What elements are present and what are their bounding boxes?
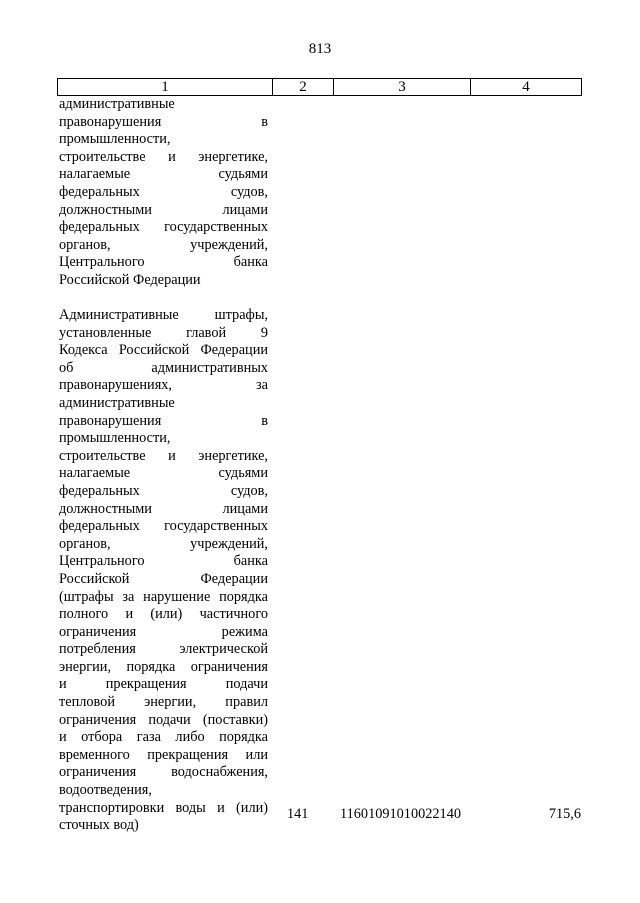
description-line: и прекращения подачи: [59, 676, 268, 693]
description-line: органов, учреждений,: [59, 236, 268, 253]
description-line: федеральных судов,: [59, 183, 268, 200]
description-line: органов, учреждений,: [59, 535, 268, 552]
description-line: об административных: [59, 359, 268, 376]
fine-description-block: [59, 307, 268, 835]
column-header-row: [58, 79, 582, 96]
description-line: Центрального банка: [59, 553, 268, 570]
description-line: Российской Федерации: [59, 570, 268, 587]
page-number: 813: [308, 41, 332, 57]
description-line: ограничения водоснабжения,: [59, 764, 268, 781]
description-line: водоотведения,: [59, 782, 152, 799]
description-line: правонарушения в: [59, 113, 268, 130]
description-line: правонарушения в: [59, 412, 268, 429]
description-line: и отбора газа либо порядка: [59, 729, 268, 746]
column-header-1: 1: [58, 79, 273, 96]
continued-description-block: [59, 96, 268, 290]
amount-value: 715,6: [548, 806, 581, 822]
column-header-2: 2: [273, 79, 334, 96]
description-line: Российской Федерации: [59, 271, 201, 288]
description-line: строительстве и энергетике,: [59, 447, 268, 464]
column-header-table: [57, 78, 582, 96]
description-line: федеральных государственных: [59, 518, 268, 535]
description-line: правонарушениях, за: [59, 377, 268, 394]
description-line: строительстве и энергетике,: [59, 148, 268, 165]
description-line: сточных вод): [59, 817, 139, 834]
description-line: должностными лицами: [59, 201, 268, 218]
description-line: промышленности,: [59, 131, 171, 148]
description-line: тепловой энергии, правил: [59, 694, 268, 711]
description-line: ограничения режима: [59, 623, 268, 640]
description-line: Административные штрафы,: [59, 307, 268, 323]
description-line: налагаемые судьями: [59, 166, 268, 183]
description-line: (штрафы за нарушение порядка: [59, 588, 268, 605]
description-line: временного прекращения или: [59, 746, 268, 763]
description-line: федеральных судов,: [59, 482, 268, 499]
description-line: энергии, порядка ограничения: [59, 658, 268, 675]
description-line: ограничения подачи (поставки): [59, 711, 268, 728]
description-line: федеральных государственных: [59, 219, 268, 236]
description-line: установленные главой 9: [59, 324, 268, 341]
description-line: налагаемые судьями: [59, 465, 268, 482]
admin-code-value: 141: [287, 806, 309, 822]
description-line: Кодекса Российской Федерации: [59, 342, 268, 359]
description-line: полного и (или) частичного: [59, 606, 268, 623]
description-line: административные: [59, 394, 175, 411]
description-line: административные: [59, 96, 175, 112]
budget-classification-code: 11601091010022140: [340, 806, 461, 822]
column-header-3: 3: [334, 79, 471, 96]
description-line: промышленности,: [59, 430, 171, 447]
description-line: Центрального банка: [59, 254, 268, 271]
column-header-4: 4: [471, 79, 582, 96]
description-line: транспортировки воды и (или): [59, 799, 268, 816]
description-line: должностными лицами: [59, 500, 268, 517]
description-line: потребления электрической: [59, 641, 268, 658]
